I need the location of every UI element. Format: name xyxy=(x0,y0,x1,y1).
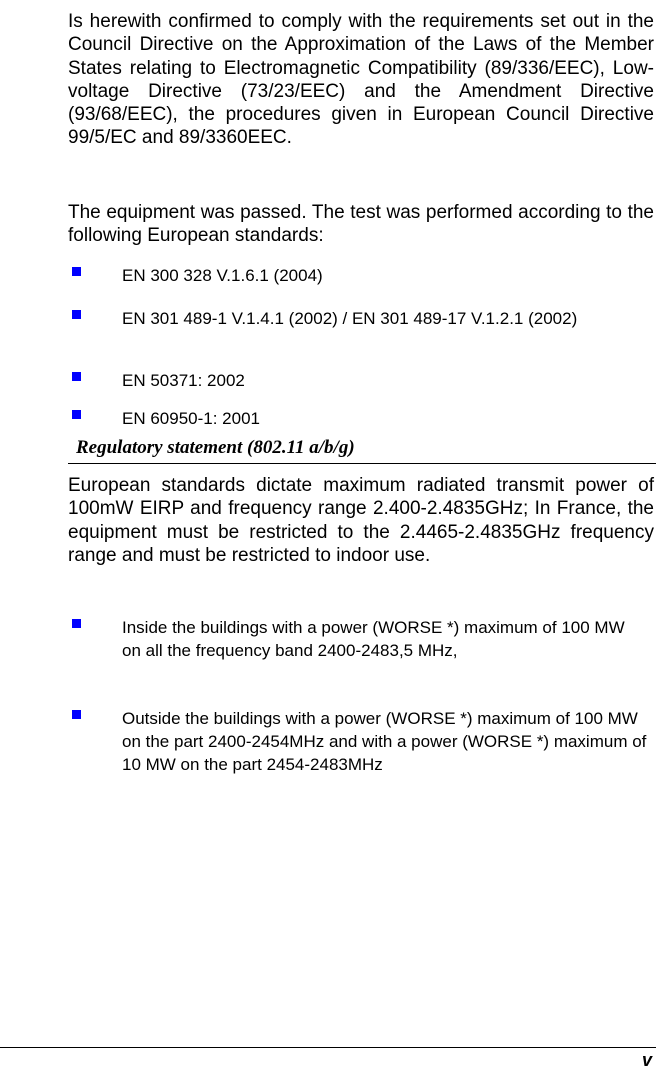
footer-divider xyxy=(0,1047,656,1048)
list-item xyxy=(72,616,652,662)
list-item xyxy=(72,307,652,330)
bullet-square-icon xyxy=(72,619,81,628)
standard-text: EN 60950-1: 2001 xyxy=(122,409,260,428)
bullet-square-icon xyxy=(72,372,81,381)
bullet-square-icon xyxy=(72,710,81,719)
section-divider xyxy=(68,463,656,464)
bullet-square-icon xyxy=(72,410,81,419)
standard-text: EN 50371: 2002 xyxy=(122,371,245,390)
intro-paragraph: Is herewith confirmed to comply with the requirements set out in the Council Directive on the Approximation of the Laws of the Member States relating to Electromagnetic Compatibility (89/336/EEC), Low-voltage Directive (73/23/EEC) and the Amendment Directive (93/68/EEC), the procedures given in European Council Directive 99/5/EC and 89/3360EEC. xyxy=(68,11,654,149)
bullet-square-icon xyxy=(72,310,81,319)
list-item xyxy=(72,407,652,430)
bullet-square-icon xyxy=(72,267,81,276)
list-item xyxy=(72,369,652,392)
standards-paragraph: The equipment was passed. The test was performed according to the following European standards: xyxy=(68,202,654,247)
page-number: v xyxy=(641,1050,652,1070)
regulatory-paragraph: European standards dictate maximum radiated transmit power of 100mW EIRP and frequency range 2.400-2.4835GHz; In France, the equipment must be restricted to the 2.4465-2.4835GHz frequency range and must be restricted to indoor use. xyxy=(68,475,654,566)
standard-text: EN 301 489-1 V.1.4.1 (2002) / EN 301 489-17 V.1.2.1 (2002) xyxy=(122,309,578,328)
standard-text: EN 300 328 V.1.6.1 (2004) xyxy=(122,266,323,285)
section-heading: Regulatory statement (802.11 a/b/g) xyxy=(76,437,355,458)
restriction-text: Outside the buildings with a power (WORSE *) maximum of 100 MW on the part 2400-2454MHz and with a power (WORSE *) maximum of 10 MW on the part 2454-2483MHz xyxy=(122,709,647,774)
list-item xyxy=(72,264,652,287)
list-item xyxy=(72,707,652,776)
restriction-text: Inside the buildings with a power (WORSE *) maximum of 100 MW on all the frequency band 2400-2483,5 MHz, xyxy=(122,618,625,660)
